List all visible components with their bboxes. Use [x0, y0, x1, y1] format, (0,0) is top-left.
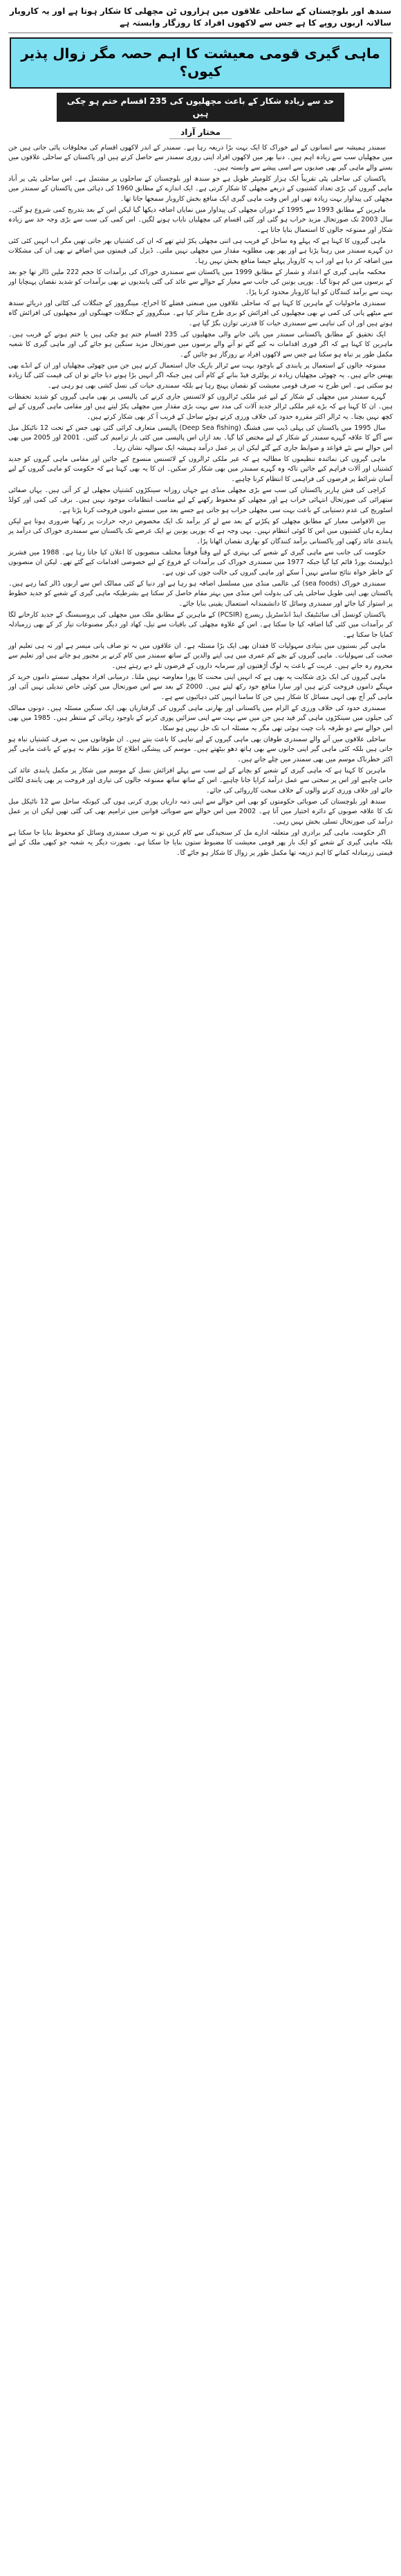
- body-paragraph: ماہرین کا کہنا ہے کہ ماہی گیری کے شعبے کو بچانے کے لیے سب سے پہلے افزائش نسل کے موسم میں شکار پر مکمل پابندی عائد کی جانی چاہیے اور اس پر سختی سے عمل درآمد کرایا جانا چاہیے۔ اس کے ساتھ ساتھ ممنوعہ جالوں کی تیاری اور فروخت پر بھی پابندی لگائی جائے اور خلاف ورزی کرنے والوں کے خلاف سخت کارروائی کی جائے۔: [8, 766, 393, 795]
- body-paragraph: پاکستان کونسل آف سائنٹیفک اینڈ انڈسٹریل ریسرچ (PCSIR) کے ماہرین کے مطابق ملک میں مچھلی کی پروسیسنگ کے جدید کارخانے لگا کر برآمدات میں کئی گنا اضافہ کیا جا سکتا ہے۔ اس کے علاوہ مچھلی کی باقیات سے تیل، کھاد اور دیگر مصنوعات تیار کر کے بھی زرمبادلہ کمایا جا سکتا ہے۔: [8, 610, 393, 639]
- author-name: مختار آزاد: [180, 127, 221, 137]
- article-headline: ماہی گیری قومی معیشت کا اہم حصہ مگر زوال پذیر کیوں؟: [21, 44, 380, 80]
- body-paragraph: سمندر ہمیشہ سے انسانوں کے لیے خوراک کا ایک بہت بڑا ذریعہ رہا ہے۔ سمندر کے اندر لاکھوں اقسام کی مخلوقات پائی جاتی ہیں جن میں مچھلیاں سب سے زیادہ اہم ہیں۔ دنیا بھر میں لاکھوں افراد اپنی روزی سمندر سے حاصل کرتے ہیں اور پاکستان کے ساحلی علاقوں میں بسنے والے ماہی گیر بھی صدیوں سے اسی پیشے سے وابستہ ہیں۔: [8, 143, 393, 172]
- body-paragraph: محکمہ ماہی گیری کے اعداد و شمار کے مطابق 1999 میں پاکستان سے سمندری خوراک کی برآمدات کا حجم 222 ملین ڈالر تھا جو بعد کے برسوں میں کم ہوتا گیا۔ یورپی یونین کی جانب سے معیار کے حوالے سے عائد کی گئی پابندیوں نے بھی برآمدات کو شدید نقصان پہنچایا اور بہت سے برآمد کنندگان کو اپنا کاروبار محدود کرنا پڑا۔: [8, 268, 393, 296]
- body-paragraph: اگر حکومت، ماہی گیر برادری اور متعلقہ ادارے مل کر سنجیدگی سے کام کریں تو نہ صرف سمندری وسائل کو محفوظ بنایا جا سکتا ہے بلکہ ماہی گیری کے شعبے کو ایک بار پھر قومی معیشت کا مضبوط ستون بنایا جا سکتا ہے۔ بصورت دیگر یہ شعبہ جو کبھی ملک کے لیے قیمتی زرمبادلہ کمانے کا اہم ذریعہ تھا مکمل طور پر زوال کا شکار ہو جائے گا۔: [8, 828, 393, 857]
- body-paragraph: بین الاقوامی معیار کے مطابق مچھلی کو پکڑنے کے بعد سے لے کر برآمد تک ایک مخصوص درجہ حرارت پر رکھنا ضروری ہوتا ہے لیکن ہمارے ہاں کشتیوں میں اس کا کوئی انتظام نہیں۔ یہی وجہ ہے کہ یورپی یونین نے ایک عرصے تک پاکستان سے سمندری خوراک کی درآمد پر پابندی عائد رکھی اور پاکستانی برآمد کنندگان کو بھاری نقصان اٹھانا پڑا۔: [8, 517, 393, 545]
- body-paragraph: سمندری خوراک (sea foods) کی عالمی منڈی میں مسلسل اضافہ ہو رہا ہے اور دنیا کے کئی ممالک اس سے اربوں ڈالر کما رہے ہیں۔ پاکستان بھی اپنی طویل ساحلی پٹی کی بدولت اس منڈی میں بہتر مقام حاصل کر سکتا ہے بشرطیکہ ماہی گیری کے شعبے کو جدید خطوط پر استوار کیا جائے اور سمندری وسائل کا دانشمندانہ استعمال یقینی بنایا جائے۔: [8, 579, 393, 608]
- article-body: [8, 143, 393, 859]
- body-paragraph: کراچی کی فش ہاربر پاکستان کی سب سے بڑی مچھلی منڈی ہے جہاں روزانہ سینکڑوں کشتیاں مچھلی لے کر آتی ہیں۔ یہاں صفائی ستھرائی کی صورتحال انتہائی خراب ہے اور مچھلی کو محفوظ رکھنے کے لیے مناسب انتظامات موجود نہیں ہیں۔ برف کی کمی اور کولڈ اسٹوریج کی عدم دستیابی کے باعث بہت سی مچھلی خراب ہو جاتی ہے جسے بعد میں سستے داموں فروخت کرنا پڑتا ہے۔: [8, 486, 393, 514]
- headline-box: [10, 37, 391, 89]
- body-paragraph: ماہی گیر بستیوں میں بنیادی سہولیات کا فقدان بھی ایک بڑا مسئلہ ہے۔ ان علاقوں میں نہ تو صاف پانی میسر ہے اور نہ ہی تعلیم اور صحت کی سہولیات۔ ماہی گیروں کے بچے کم عمری میں ہی اپنے والدین کے ساتھ سمندر میں کام کرنے پر مجبور ہو جاتے ہیں اور تعلیم سے محروم رہ جاتے ہیں۔ غربت کے باعث یہ لوگ آڑھتیوں اور سرمایہ داروں کے قرضوں تلے دبے رہتے ہیں۔: [8, 642, 393, 670]
- body-paragraph: پاکستان کی ساحلی پٹی تقریباً ایک ہزار کلومیٹر طویل ہے جو سندھ اور بلوچستان کے ساحلوں پر مشتمل ہے۔ اس ساحلی پٹی پر آباد ماہی گیروں کی بڑی تعداد کشتیوں کے ذریعے مچھلی کا شکار کرتی ہے۔ ایک اندازے کے مطابق 1960 کی دہائی میں پاکستان کے سمندر میں مچھلی کی پیداوار بہت زیادہ تھی اور اس وقت ماہی گیری ایک منافع بخش کاروبار سمجھا جاتا تھا۔: [8, 174, 393, 203]
- body-paragraph: ممنوعہ جالوں کے استعمال پر پابندی کے باوجود بہت سے ٹرالر باریک جال استعمال کرتے ہیں جن میں چھوٹی مچھلیاں اور ان کے انڈے بھی پھنس جاتے ہیں۔ یہ چھوٹی مچھلیاں زیادہ تر پولٹری فیڈ بنانے کے کام آتی ہیں جبکہ اگر انہیں بڑا ہونے دیا جائے تو ان کی قیمت کئی گنا زیادہ ہو سکتی ہے۔ اس طرح نہ صرف قومی معیشت کو نقصان پہنچ رہا ہے بلکہ سمندری حیات کی نسل کشی بھی ہو رہی ہے۔: [8, 361, 393, 390]
- byline: [8, 127, 393, 139]
- body-paragraph: ماہی گیروں کا کہنا ہے کہ پہلے وہ ساحل کے قریب ہی اتنی مچھلی پکڑ لیتے تھے کہ ان کی کشتیاں بھر جاتی تھیں مگر اب انہیں کئی کئی دن گہرے سمندر میں رہنا پڑتا ہے اور پھر بھی مطلوبہ مقدار میں مچھلی نہیں ملتی۔ ڈیزل کی قیمتوں میں اضافے نے بھی ان کی مشکلات میں اضافہ کر دیا ہے اور اب یہ کاروبار پہلے جیسا منافع بخش نہیں رہا۔: [8, 237, 393, 265]
- body-paragraph: ماہرین کے مطابق 1993 سے 1995 کے دوران مچھلی کی پیداوار میں نمایاں اضافہ دیکھا گیا لیکن اس کے بعد بتدریج کمی شروع ہو گئی۔ سال 2003 تک صورتحال مزید خراب ہو گئی اور کئی اقسام کی مچھلیاں نایاب ہونے لگیں۔ اس کمی کی سب سے بڑی وجہ حد سے زیادہ شکار اور ممنوعہ جالوں کا استعمال بتایا جاتا ہے۔: [8, 206, 393, 234]
- body-paragraph: حکومت کی جانب سے ماہی گیری کے شعبے کی بہتری کے لیے وقتاً فوقتاً مختلف منصوبوں کا اعلان کیا جاتا رہا ہے۔ 1988 میں فشریز ڈیولپمنٹ بورڈ قائم کیا گیا جبکہ 1977 میں سمندری خوراک کی برآمدات کے فروغ کے لیے خصوصی اقدامات کیے گئے تھے۔ لیکن ان منصوبوں کے خاطر خواہ نتائج سامنے نہیں آ سکے اور ماہی گیروں کی حالت جوں کی توں ہے۔: [8, 548, 393, 577]
- body-paragraph: سمندری حدود کی خلاف ورزی کے الزام میں پاکستانی اور بھارتی ماہی گیروں کی گرفتاریاں بھی ایک سنگین مسئلہ ہیں۔ دونوں ممالک کی جیلوں میں سینکڑوں ماہی گیر قید ہیں جن میں سے بہت سے اپنی سزائیں پوری کرنے کے باوجود رہائی کے منتظر ہیں۔ 1985 میں بھی اس حوالے سے دو طرفہ بات چیت ہوئی تھی مگر یہ مسئلہ اب تک حل نہیں ہو سکا۔: [8, 704, 393, 732]
- body-paragraph: سال 1995 میں پاکستان کی پہلی ڈیپ سی فشنگ (Deep Sea fishing) پالیسی متعارف کرائی گئی تھی جس کے تحت 12 ناٹیکل میل سے آگے کا علاقہ گہرے سمندر کے شکار کے لیے مختص کیا گیا۔ بعد ازاں اس پالیسی میں کئی بار ترامیم کی گئیں۔ 2001 اور 2005 میں بھی اس حوالے سے نئے قواعد و ضوابط جاری کیے گئے لیکن ان پر عمل درآمد ہمیشہ ایک سوالیہ نشان رہا۔: [8, 424, 393, 452]
- body-paragraph: سندھ اور بلوچستان کی صوبائی حکومتوں کو بھی اس حوالے سے اپنی ذمہ داریاں پوری کرنی ہوں گی کیونکہ ساحل سے 12 ناٹیکل میل تک کا علاقہ صوبوں کے دائرہ اختیار میں آتا ہے۔ 2002 میں اس حوالے سے صوبائی قوانین میں ترامیم بھی کی گئی تھیں لیکن ان پر عمل درآمد کی صورتحال تسلی بخش نہیں رہی۔: [8, 797, 393, 826]
- body-paragraph: ساحلی علاقوں میں آنے والے سمندری طوفان بھی ماہی گیروں کے لیے تباہی کا باعث بنتے ہیں۔ ان طوفانوں میں نہ صرف کشتیاں تباہ ہو جاتی ہیں بلکہ کئی ماہی گیر اپنی جانوں سے بھی ہاتھ دھو بیٹھتے ہیں۔ موسم کی پیشگی اطلاع کا مؤثر نظام نہ ہونے کے باعث ماہی گیر اکثر خطرناک موسم میں بھی سمندر میں چلے جاتے ہیں۔: [8, 735, 393, 763]
- body-paragraph: ماہی گیروں کی نمائندہ تنظیموں کا مطالبہ ہے کہ غیر ملکی ٹرالروں کے لائسنس منسوخ کیے جائیں اور مقامی ماہی گیروں کو جدید کشتیاں اور آلات فراہم کیے جائیں تاکہ وہ گہرے سمندر میں بھی شکار کر سکیں۔ ان کا یہ بھی کہنا ہے کہ حکومت کو ماہی گیروں کے لیے آسان شرائط پر قرضوں کی فراہمی کا انتظام کرنا چاہیے۔: [8, 455, 393, 483]
- body-paragraph: سمندری ماحولیات کے ماہرین کا کہنا ہے کہ ساحلی علاقوں میں صنعتی فضلے کا اخراج، مینگرووز کے جنگلات کی کٹائی اور دریائے سندھ سے میٹھے پانی کی کمی نے بھی مچھلیوں کی افزائش کو بری طرح متاثر کیا ہے۔ مینگرووز کے جنگلات جھینگوں اور مچھلیوں کی افزائش گاہ ہوتے ہیں اور ان کی تباہی سے سمندری حیات کا قدرتی توازن بگڑ گیا ہے۔: [8, 299, 393, 327]
- body-paragraph: ایک تحقیق کے مطابق پاکستانی سمندر میں پائی جانے والی مچھلیوں کی 235 اقسام ختم ہو چکی ہیں یا ختم ہونے کے قریب ہیں۔ ماہرین کا کہنا ہے کہ اگر فوری اقدامات نہ کیے گئے تو آنے والے برسوں میں صورتحال مزید سنگین ہو جائے گی اور ماہی گیری کا شعبہ مکمل طور پر تباہ ہو سکتا ہے جس سے لاکھوں افراد بے روزگار ہو جائیں گے۔: [8, 330, 393, 359]
- body-paragraph: گہرے سمندر میں مچھلی کے شکار کے لیے غیر ملکی ٹرالروں کو لائسنس جاری کرنے کی پالیسی پر بھی ماہی گیروں کو شدید تحفظات ہیں۔ ان کا کہنا ہے کہ بڑے غیر ملکی ٹرالر جدید آلات کی مدد سے بہت بڑی مقدار میں مچھلی پکڑ لیتے ہیں اور مقامی ماہی گیروں کے لیے کچھ نہیں بچتا۔ یہ ٹرالر اکثر مقررہ حدود کی خلاف ورزی کرتے ہوئے ساحل کے قریب آ کر بھی شکار کرتے ہیں۔: [8, 392, 393, 421]
- article-kicker: سندھ اور بلوچستان کے ساحلی علاقوں میں ہزاروں ٹن مچھلی کا شکار ہوتا ہے اور یہ کاروبار سالانہ اربوں روپے کا ہے جس سے لاکھوں افراد کا روزگار وابستہ ہے: [8, 4, 393, 33]
- article-subheadline: حد سے زیادہ شکار کے باعث مچھلیوں کی 235 اقسام ختم ہو چکی ہیں: [57, 93, 344, 122]
- body-paragraph: ماہی گیروں کی ایک بڑی شکایت یہ بھی ہے کہ انہیں اپنی محنت کا پورا معاوضہ نہیں ملتا۔ درمیانی افراد مچھلی سستے داموں خرید کر مہنگے داموں فروخت کرتے ہیں اور سارا منافع خود رکھ لیتے ہیں۔ 2000 کے بعد سے اس صورتحال میں کوئی خاص تبدیلی نہیں آئی اور ماہی گیر آج بھی انہی مسائل کا شکار ہیں جن کا سامنا انہیں کئی دہائیوں سے ہے۔: [8, 673, 393, 701]
- byline-underline: [169, 138, 232, 139]
